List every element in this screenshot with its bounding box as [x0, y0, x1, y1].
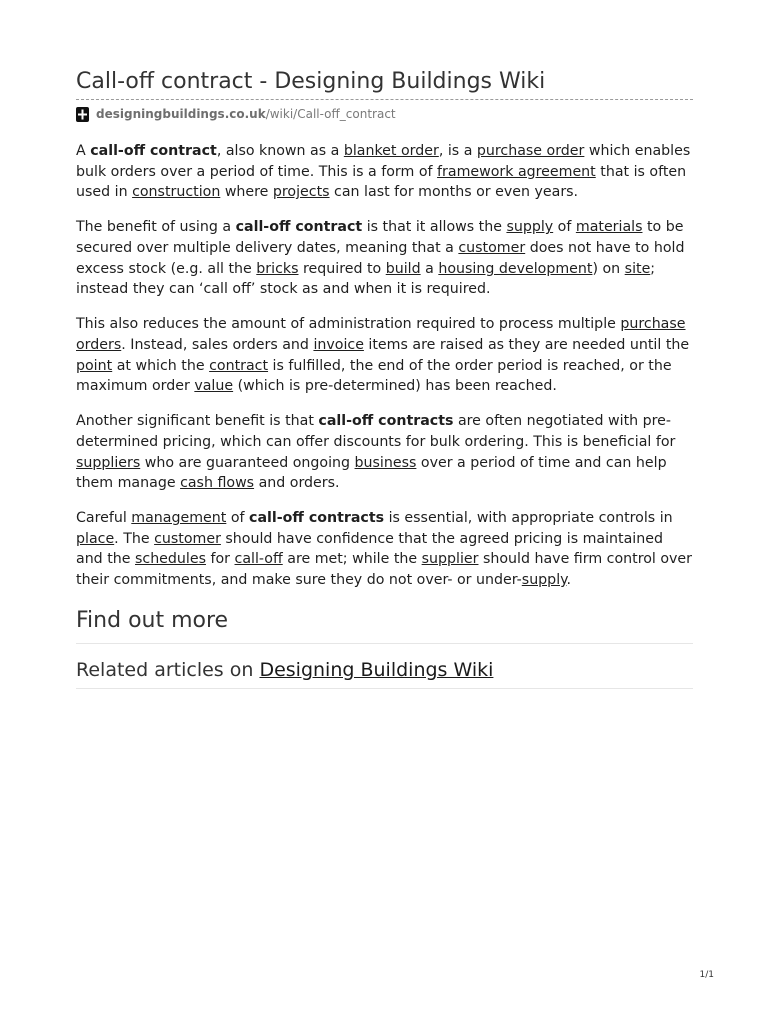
text: is essential, with appropriate controls in — [384, 510, 673, 527]
text: should have confidence that the agreed pricing is maintained and the — [76, 530, 663, 568]
text: required to — [298, 260, 386, 277]
text: (which is pre-determined) has been reached. — [233, 378, 557, 395]
text: ) on — [592, 260, 625, 277]
text: Another significant benefit is that — [76, 413, 319, 430]
find-out-more-heading: Find out more — [76, 605, 693, 644]
bold-term: call-off contracts — [249, 510, 385, 527]
page-title: Call-off contract - Designing Buildings Wiki — [76, 69, 546, 94]
bold-term: call-off contract — [235, 219, 363, 236]
text: to be secured over multiple delivery dates, meaning that a — [76, 219, 684, 256]
source-path: /wiki/Call-off_contract — [265, 107, 396, 121]
paragraph-3 — [76, 314, 693, 396]
link-invoice[interactable]: invoice — [313, 336, 364, 353]
text: is that it allows the — [362, 219, 507, 236]
text: should have firm control over their commitments, and make sure they do not over- or under- — [76, 551, 692, 589]
text: , is a — [438, 143, 477, 159]
text: who are guaranteed ongoing — [140, 454, 355, 471]
text: that is often used in — [76, 163, 687, 201]
link-customer[interactable]: customer — [458, 239, 526, 256]
text: , also known as a — [216, 143, 344, 159]
link-construction[interactable]: construction — [132, 184, 221, 201]
paragraph-1 — [76, 141, 693, 203]
text: a — [420, 260, 439, 277]
designing-buildings-logo-icon — [76, 107, 89, 122]
text: . Instead, sales orders and — [121, 336, 314, 353]
title-divider — [76, 99, 693, 100]
link-projects[interactable]: projects — [272, 184, 330, 201]
text: Careful — [76, 510, 132, 527]
source-url — [76, 103, 693, 125]
text: and orders. — [254, 475, 340, 492]
link-place[interactable]: place — [76, 530, 115, 547]
link-customer[interactable]: customer — [154, 530, 221, 547]
link-framework-agreement[interactable]: framework agreement — [437, 163, 596, 180]
link-management[interactable]: management — [131, 510, 227, 527]
link-suppliers[interactable]: suppliers — [76, 454, 141, 471]
text: . — [566, 572, 572, 589]
text: of — [553, 219, 576, 236]
text: at which the — [112, 357, 210, 374]
related-prefix: Related articles on — [76, 659, 260, 682]
document-page — [76, 66, 693, 689]
paragraph-4 — [76, 411, 693, 493]
bold-term: call-off contracts — [318, 413, 454, 430]
link-call-off[interactable]: call-off — [234, 551, 283, 568]
text: is fulfilled, the end of the order period is reached, or the maximum order — [76, 357, 672, 395]
link-schedules[interactable]: schedules — [135, 551, 206, 568]
source-domain: designingbuildings.co.uk — [96, 107, 266, 121]
page-number: 1/1 — [699, 970, 714, 980]
link-designing-buildings-wiki[interactable]: Designing Buildings Wiki — [259, 659, 494, 682]
link-supplier[interactable]: supplier — [421, 551, 479, 568]
text: A — [76, 143, 91, 159]
text: of — [226, 510, 250, 527]
text: ; instead they can ‘call off’ stock as and when it is required. — [76, 260, 656, 298]
text: The benefit of using a — [76, 219, 236, 236]
link-housing-development[interactable]: housing development — [438, 260, 593, 277]
related-articles-heading — [76, 656, 693, 689]
link-point[interactable]: point — [76, 357, 113, 374]
link-contract[interactable]: contract — [209, 357, 269, 374]
link-business[interactable]: business — [354, 454, 417, 471]
link-materials[interactable]: materials — [575, 219, 643, 236]
link-site[interactable]: site — [624, 260, 651, 277]
text: are often negotiated with pre-determined pricing, which can offer discounts for bulk ordering. This is beneficial for — [76, 413, 676, 450]
text: where — [220, 184, 273, 201]
text: over a period of time and can help them manage — [76, 454, 667, 492]
paragraph-5 — [76, 508, 693, 590]
text: does not have to hold excess stock (e.g. all the — [76, 239, 685, 277]
link-bricks[interactable]: bricks — [256, 260, 299, 277]
text: for — [205, 551, 235, 568]
text: which enables bulk orders over a period of time. This is a form of — [76, 143, 691, 180]
link-value[interactable]: value — [194, 378, 234, 395]
link-supply[interactable]: supply — [521, 572, 567, 589]
text: This also reduces the amount of administration required to process multiple — [76, 316, 621, 333]
source-link[interactable] — [96, 107, 396, 121]
text: can last for months or even years. — [329, 184, 579, 201]
bold-term: call-off contract — [90, 143, 217, 159]
text: . The — [114, 530, 155, 547]
paragraph-2 — [76, 217, 693, 299]
link-build[interactable]: build — [385, 260, 421, 277]
link-purchase-order[interactable]: purchase order — [476, 143, 585, 159]
article-body — [76, 141, 693, 689]
text: items are raised as they are needed until the — [363, 336, 690, 353]
link-cash-flows[interactable]: cash flows — [180, 475, 255, 492]
link-supply[interactable]: supply — [506, 219, 554, 236]
link-purchase-orders[interactable]: purchase orders — [76, 316, 686, 353]
link-blanket-order[interactable]: blanket order — [343, 143, 439, 159]
text: are met; while the — [282, 551, 422, 568]
